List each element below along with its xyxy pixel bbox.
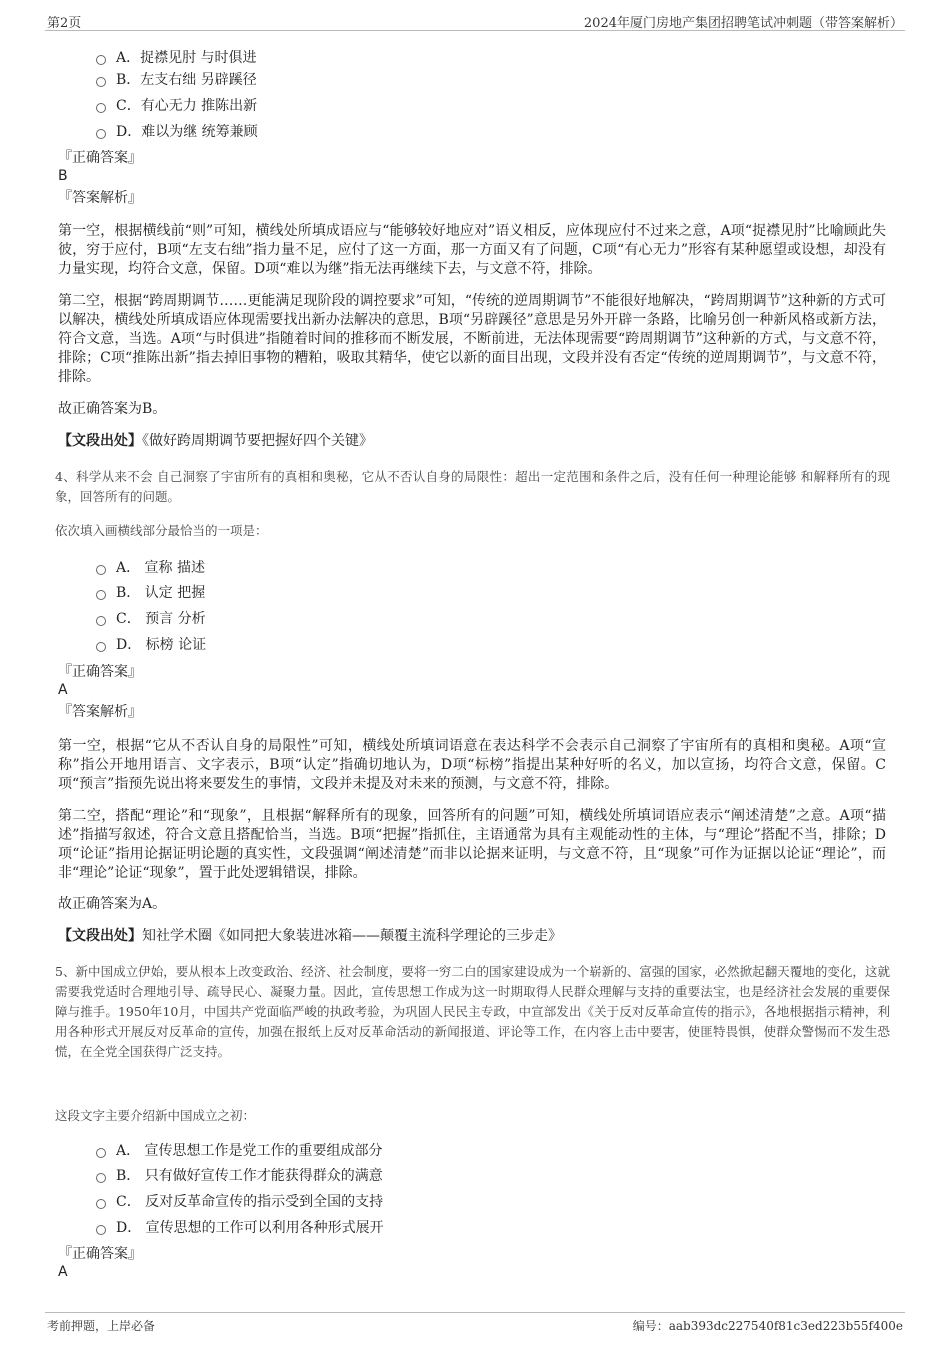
- q4-analysis-1: 第一空，根据“它从不否认自身的局限性”可知，横线处所填词语意在表达科学不会表示自己洞察了宇宙所有的真相和奥秘。A项“宣称”指公开地用语言、文字表示，B项“认定”指确切地认为，D项“标榜”指提出某种好听的名义，加以宣扬，均符合文意，保留。C项“预言”指预先说出将来要发生的事情，文段并未提及对未来的预测，与文意不符，排除。: [58, 738, 886, 792]
- q5-question: 5、新中国成立伊始，要从根本上改变政治、经济、社会制度，要将一穷二白的国家建设成为一个崭新的、富强的国家，必然掀起翻天覆地的变化，这就需要我党适时合理地引导、疏导民心、凝聚力量。因此，宣传思想工作成为这一时期取得人民群众理解与支持的重要法宝，也是经济社会发展的重要保障与推手。1950年10月，中国共产党面临严峻的执政考验，为巩固人民民主专政，中宣部发出《关于反对反革命宣传的指示》，各地根据指示精神，利用各种形式开展反对反革命的宣传，加强在报纸上反对反革命活动的新闻报道、评论等工作，在内容上击中要害，使匪特畏惧，使群众警惕而不发生恐慌，在全党全国获得广泛支持。: [55, 964, 890, 1059]
- q5-answer: A: [58, 1264, 68, 1280]
- page-footer: [45, 1312, 905, 1333]
- q5-option-b[interactable]: B． 只有做好宣传工作才能获得群众的满意: [96, 1167, 383, 1185]
- radio-icon[interactable]: [96, 565, 106, 575]
- radio-icon[interactable]: [96, 616, 106, 626]
- radio-icon[interactable]: [96, 642, 106, 652]
- q3-option-d[interactable]: D．难以为继 统筹兼顾: [96, 123, 258, 141]
- q4-option-c[interactable]: C． 预言 分析: [96, 610, 206, 628]
- q3-analysis-2: 第二空，根据“跨周期调节……更能满足现阶段的调控要求”可知，“传统的逆周期调节”不能很好地解决，“跨周期调节”这种新的方式可以解决，横线处所填成语应体现需要找出新办法解决的意思，B项“另辟蹊径”意思是另外开辟一条路，比喻另创一种新风格或新方法，符合文意，当选。A项“与时俱进”指随着时间的推移而不断发展，不断前进，无法体现需要“跨周期调节”这种新的方式，与文意不符，排除；C项“推陈出新”指去掉旧事物的糟粕，吸取其精华，使它以新的面目出现，文段并没有否定“传统的逆周期调节”，与文意不符，排除。: [58, 293, 886, 385]
- radio-icon[interactable]: [96, 77, 106, 87]
- q4-analysis-2: 第二空，搭配“理论”和“现象”，且根据“解释所有的现象，回答所有的问题”可知，横线处所填词语应表示“阐述清楚”之意。A项“描述”指描写叙述，符合文意且搭配恰当，当选。B项“把握”指抓住，主语通常为具有主观能动性的主体，与“理论”搭配不当，排除；D项“论证”指用论据证明论题的真实性，文段强调“阐述清楚”而非以论据来证明，与文意不符，且“现象”可作为证据以论证“理论”，而非“理论”论证“现象”，置于此处逻辑错误，排除。: [58, 808, 886, 881]
- radio-icon[interactable]: [96, 1148, 106, 1158]
- q4-prompt: 依次填入画横线部分最恰当的一项是：: [55, 523, 268, 538]
- q5-option-a[interactable]: A． 宣传思想工作是党工作的重要组成部分: [96, 1142, 383, 1160]
- q3-source: 【文段出处】《做好跨周期调节要把握好四个关键》: [58, 433, 373, 449]
- q5-prompt: 这段文字主要介绍新中国成立之初：: [55, 1108, 256, 1123]
- page-header: [45, 10, 905, 31]
- radio-icon[interactable]: [96, 103, 106, 113]
- footer-slogan: 考前押题，上岸必备: [47, 1319, 156, 1333]
- q3-option-c[interactable]: C．有心无力 推陈出新: [96, 97, 257, 115]
- document-title: 2024年厦门房地产集团招聘笔试冲刺题（带答案解析）: [583, 16, 903, 31]
- footer-id: 编号：aab393dc227540f81c3ed223b55f400e: [632, 1319, 903, 1333]
- q4-answer: A: [58, 682, 68, 698]
- radio-icon[interactable]: [96, 590, 106, 600]
- radio-icon[interactable]: [96, 129, 106, 139]
- radio-icon[interactable]: [96, 1173, 106, 1183]
- q4-conclusion: 故正确答案为A。: [58, 896, 167, 912]
- q3-option-b[interactable]: B．左支右绌 另辟蹊径: [96, 71, 257, 89]
- q5-option-c[interactable]: C． 反对反革命宣传的指示受到全国的支持: [96, 1193, 383, 1211]
- q3-conclusion: 故正确答案为B。: [58, 401, 167, 417]
- q4-source: 【文段出处】知社学术圈《如同把大象装进冰箱——颠覆主流科学理论的三步走》: [58, 928, 562, 944]
- q3-analysis-label: 『答案解析』: [58, 190, 142, 206]
- q4-option-d[interactable]: D． 标榜 论证: [96, 636, 206, 654]
- q3-answer: B: [58, 168, 68, 184]
- q3-option-a[interactable]: A．捉襟见肘 与时俱进: [96, 49, 257, 67]
- page-number: 第2页: [47, 16, 82, 31]
- q5-answer-label: 『正确答案』: [58, 1246, 142, 1262]
- q4-answer-label: 『正确答案』: [58, 664, 142, 680]
- radio-icon[interactable]: [96, 1199, 106, 1209]
- radio-icon[interactable]: [96, 55, 106, 65]
- q4-analysis-label: 『答案解析』: [58, 704, 142, 720]
- q4-option-b[interactable]: B． 认定 把握: [96, 584, 205, 602]
- q3-analysis-1: 第一空，根据横线前“则”可知，横线处所填成语应与“能够较好地应对”语义相反，应体现应付不过来之意，A项“捉襟见肘”比喻顾此失彼，穷于应付，B项“左支右绌”指力量不足，应付了这一方面，那一方面又有了问题，C项“有心无力”形容有某种愿望或设想，却没有力量实现，均符合文意，保留。D项“难以为继”指无法再继续下去，与文意不符，排除。: [58, 223, 886, 277]
- q4-option-a[interactable]: A． 宣称 描述: [96, 559, 205, 577]
- q3-answer-label: 『正确答案』: [58, 150, 142, 166]
- q4-question: 4、科学从来不会 自己洞察了宇宙所有的真相和奥秘，它从不否认自身的局限性：超出一定范围和条件之后，没有任何一种理论能够 和解释所有的现象，回答所有的问题。: [55, 469, 890, 504]
- q5-option-d[interactable]: D． 宣传思想的工作可以利用各种形式展开: [96, 1219, 384, 1237]
- radio-icon[interactable]: [96, 1225, 106, 1235]
